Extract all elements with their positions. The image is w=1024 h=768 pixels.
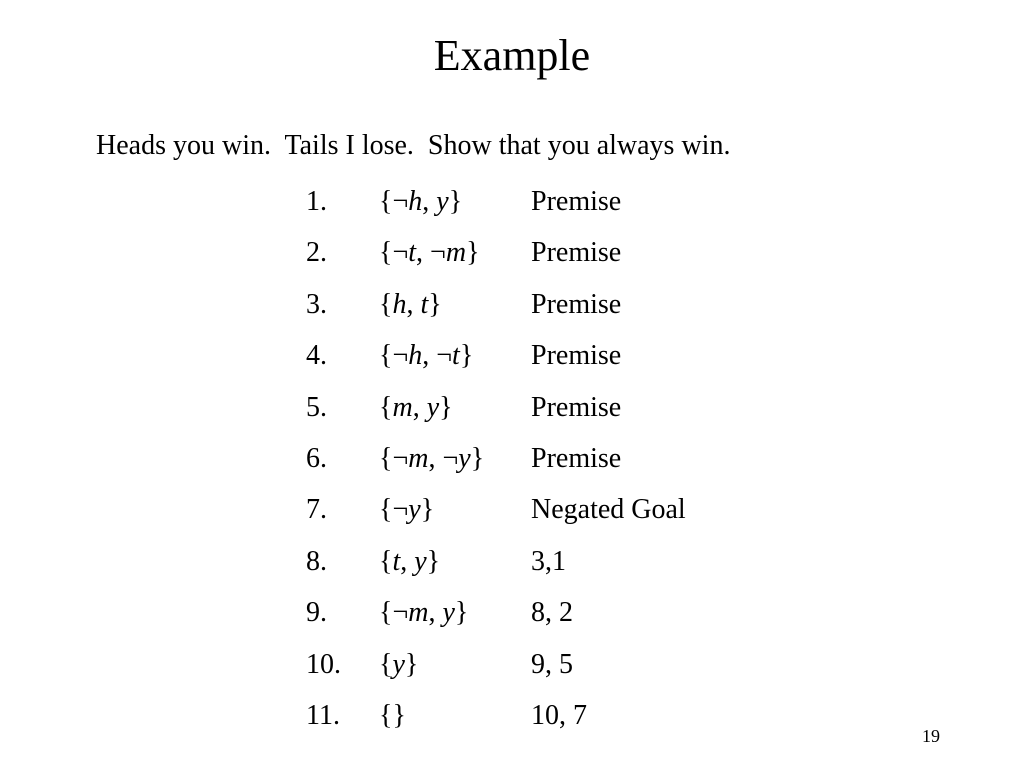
- clause: {t, y}: [379, 545, 441, 577]
- justification: 3,1: [531, 545, 566, 577]
- step-number: 7.: [306, 494, 327, 526]
- proof-row: [306, 437, 806, 488]
- justification: Premise: [531, 288, 622, 320]
- step-number: 11.: [306, 699, 340, 731]
- step-number: 8.: [306, 545, 327, 577]
- slide-title: Example: [433, 31, 591, 80]
- proof-row: [306, 540, 806, 591]
- justification: Negated Goal: [531, 494, 686, 526]
- proof-row: [306, 334, 806, 385]
- step-number: 2.: [306, 237, 327, 269]
- proof-row: [306, 231, 806, 282]
- problem-statement: Heads you win. Tails I lose. Show that you always win.: [96, 130, 731, 161]
- proof-row: [306, 591, 806, 642]
- clause: {¬y}: [379, 494, 435, 526]
- justification: 10, 7: [531, 699, 587, 731]
- justification: Premise: [531, 186, 622, 217]
- proof-row: [306, 283, 806, 334]
- clause: {¬m, y}: [379, 597, 469, 629]
- step-number: 9.: [306, 597, 327, 629]
- page-number: 19: [922, 726, 940, 746]
- step-number: 6.: [306, 442, 327, 474]
- proof-row: [306, 180, 806, 231]
- step-number: 10.: [306, 648, 341, 680]
- step-number: 1.: [306, 186, 327, 217]
- resolution-proof-table: [306, 180, 806, 745]
- clause: {}: [379, 699, 406, 731]
- proof-row: [306, 386, 806, 437]
- step-number: 5.: [306, 391, 327, 423]
- step-number: 4.: [306, 340, 327, 372]
- justification: Premise: [531, 340, 622, 372]
- justification: 9, 5: [531, 648, 573, 680]
- clause: {¬t, ¬m}: [379, 237, 480, 269]
- clause: {¬h, y}: [379, 186, 463, 217]
- proof-row: [306, 643, 806, 694]
- step-number: 3.: [306, 288, 327, 320]
- clause: {m, y}: [379, 391, 453, 423]
- justification: Premise: [531, 442, 622, 474]
- clause: {¬m, ¬y}: [379, 442, 485, 474]
- justification: Premise: [531, 237, 622, 269]
- proof-row: [306, 488, 806, 539]
- justification: Premise: [531, 391, 622, 423]
- proof-row: [306, 694, 806, 745]
- clause: {¬h, ¬t}: [379, 340, 474, 372]
- clause: {y}: [379, 648, 419, 680]
- justification: 8, 2: [531, 597, 573, 629]
- clause: {h, t}: [379, 288, 442, 320]
